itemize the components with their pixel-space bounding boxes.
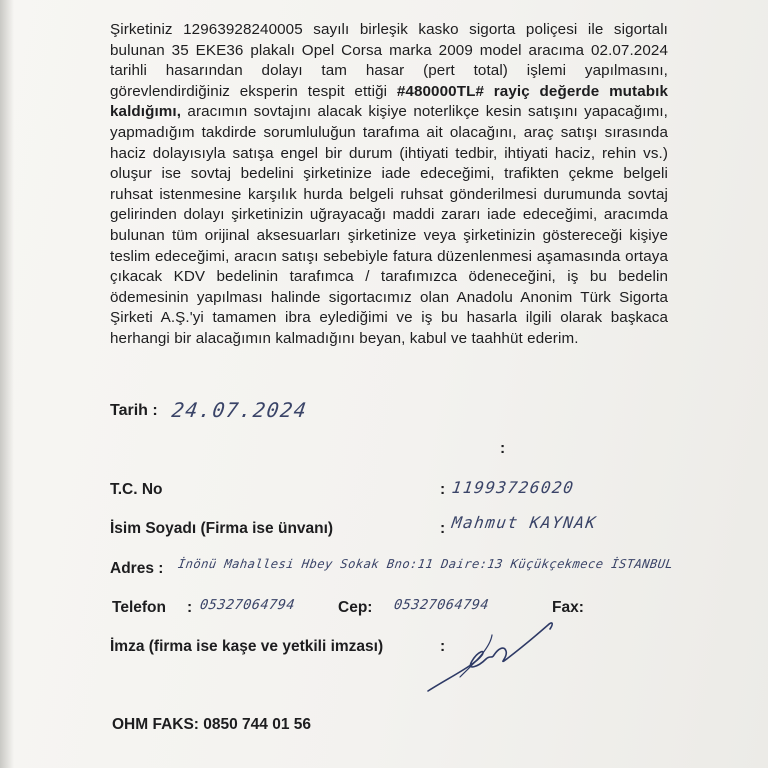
phone-value: 05327064794 xyxy=(198,597,297,613)
page-edge-shadow xyxy=(0,0,14,768)
address-label: Adres : xyxy=(110,560,164,577)
tc-label: T.C. No xyxy=(110,481,163,498)
paragraph-segment-bold: #480000TL# rayiç değerde mutabık kaldığımı, xyxy=(110,82,668,121)
tc-colon: : xyxy=(440,481,446,498)
paragraph-segment-3: aracımın sovtajını alacak kişiye noterlikçe kesin satışını yapacağımı, yapmadığım takdirde sorumluluğun tarafıma ait olacağını, araç satışı sırasında haciz dolayısıyla satışa engel bir durum (ihtiyati tedbir, ihtiyati haciz, rehin vs.) oluşur ise sovtaj bedelini şirketinize iade edeceğimi, trafikten çekme belgeli ruhsat istenmesine karşılık hurda belgeli ruhsat gönderilmesi durumunda sovtaj gelirinden dolayı şirketinizin uğrayacağı maddi zararı iade edeceğimi, aracımda bulunan tüm orijinal aksesuarları şirketinize veya şirketinizin göstereceği kişiye teslim edeceğimi, aracın satışı sebebiyle fatura düzenlenmesi aşamasında ortaya çıkacak KDV bedelinin tarafımca / tarafımızca ödeneceğini, iş bu bedelin ödemesinin yapılması halinde sigortacımız olan Anadolu Anonim Türk Sigorta Şirketi A.Ş.'yi tamamen ibra eylediğimi ve iş bu hasarla ilgili olarak başkaca herhangi bir alacağımın kalmadığını beyan, kabul ve taahhüt ederim. xyxy=(110,103,668,347)
signature-colon: : xyxy=(440,638,446,655)
name-colon: : xyxy=(440,520,446,537)
fax-label: Fax: xyxy=(552,599,584,616)
phone-colon: : xyxy=(187,599,193,616)
signature-label: İmza (firma ise kaşe ve yetkili imzası) xyxy=(110,638,384,655)
paragraph-segment-1: Şirketiniz 12963928240005 sayılı birleşik kasko sigorta poliçesi ile sigortalı bulunan 35 EKE36 plakalı Opel Corsa marka 2009 model aracıma 02.07.2024 tarihli hasarından dolayı tam hasar (pert total) işlemi yapılmasını, görevlendirdiğiniz eksperin tespit ettiği xyxy=(110,21,668,100)
mobile-label: Cep: xyxy=(338,599,373,616)
tc-value: 11993726020 xyxy=(450,478,576,497)
fax-footer: OHM FAKS: 0850 744 01 56 xyxy=(112,716,312,733)
date-value: 24.07.2024 xyxy=(170,398,310,422)
phone-label: Telefon xyxy=(112,599,166,616)
date-label: Tarih : xyxy=(110,402,158,419)
name-label: İsim Soyadı (Firma ise ünvanı) xyxy=(110,520,334,537)
mobile-value: 05327064794 xyxy=(392,597,491,613)
name-value: Mahmut KAYNAK xyxy=(450,513,599,532)
handwritten-signature xyxy=(420,615,570,705)
declaration-paragraph xyxy=(110,20,668,350)
stray-colon: : xyxy=(500,440,506,457)
address-value: İnönü Mahallesi Hbey Sokak Bno:11 Daire:13 Küçükçekmece İSTANBUL xyxy=(177,557,675,571)
